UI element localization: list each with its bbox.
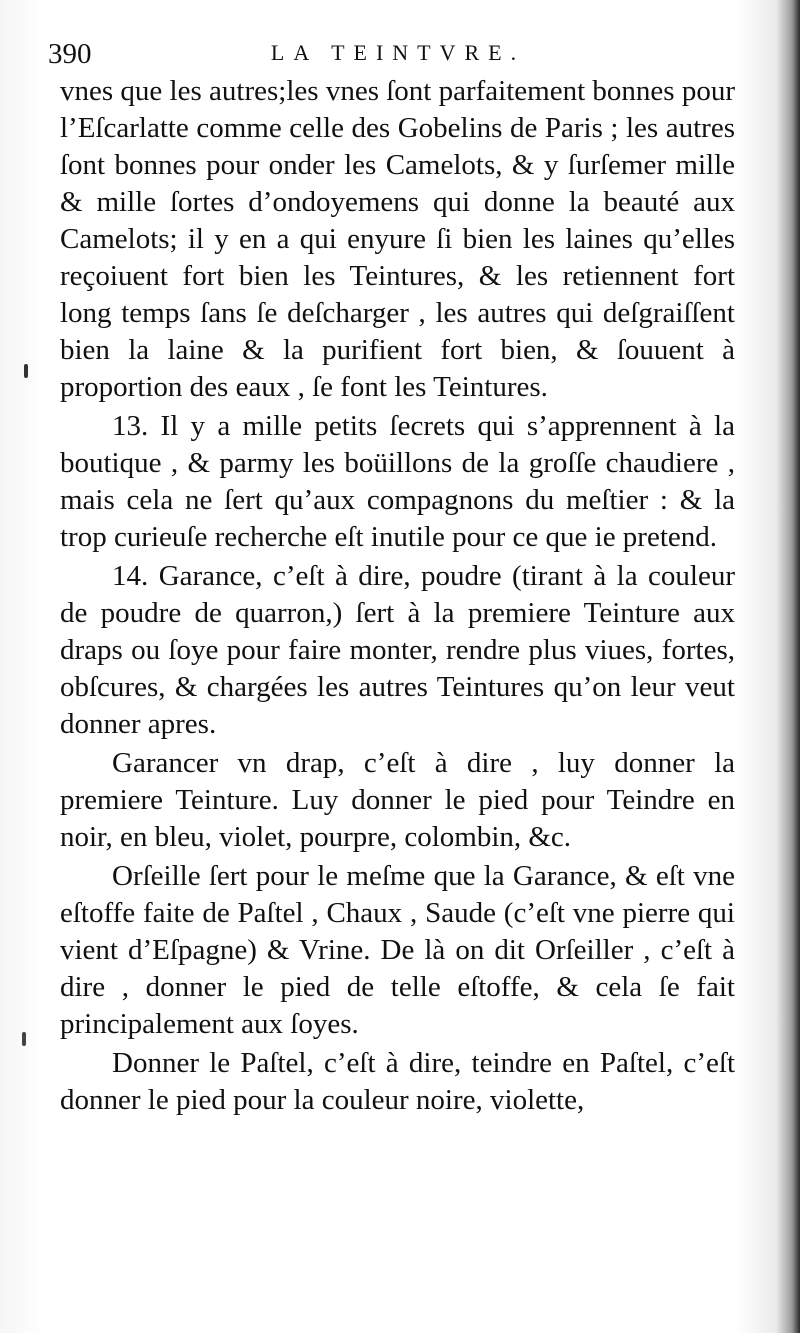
page-number: 390 [48,38,92,70]
body-text [60,73,735,1121]
margin-mark [24,364,28,378]
paragraph-13: 13. Il y a mille petits ſecrets qui s’apprennent à la boutique , & parmy les boüillons de la groſſe chaudiere , mais cela ne ſert qu’aux compagnons du meſtier : & la trop curieuſe recherche eſt inutile pour ce que ie pretend. [60,410,735,553]
paragraph-continuation: vnes que les autres;les vnes ſont parfaitement bonnes pour l’Eſcarlatte comme celle des Gobelins de Paris ; les autres ſont bonnes pour onder les Camelots, & y ſurſemer mille & mille ſortes d’ondoyemens qui donne la beauté aux Camelots; il y en a qui enyure ſi bien les laines qu’elles reçoiuent fort bien les Teintures, & les retiennent fort long temps ſans ſe deſcharger , les autres qui deſgraiſſent bien la laine & la purifient fort bien, & ſouuent à proportion des eaux , ſe font les Teintures. [60,75,735,403]
paragraph-14: 14. Garance, c’eſt à dire, poudre (tirant à la couleur de poudre de quarron,) ſert à la premiere Teinture aux draps ou ſoye pour faire monter, rendre plus viues, fortes, obſcures, & chargées les autres Teintures qu’on leur veut donner apres. [60,560,735,740]
page-header [48,38,748,78]
paragraph-garancer: Garancer vn drap, c’eſt à dire , luy donner la premiere Teinture. Luy donner le pied pour Teindre en noir, en bleu, violet, pourpre, colombin, &c. [60,747,735,853]
paragraph-pastel: Donner le Paſtel, c’eſt à dire, teindre en Paſtel, c’eſt donner le pied pour la couleur noire, violette, [60,1047,735,1116]
paragraph-orseille: Orſeille ſert pour le meſme que la Garance, & eſt vne eſtoffe faite de Paſtel , Chaux , Saude (c’eſt vne pierre qui vient d’Eſpagne) & Vrine. De là on dit Orſeiller , c’eſt à dire , donner le pied de telle eſtoffe, & cela ſe fait principalement aux ſoyes. [60,860,735,1040]
margin-mark [22,1032,26,1046]
running-head: LA TEINTVRE. [270,40,526,65]
